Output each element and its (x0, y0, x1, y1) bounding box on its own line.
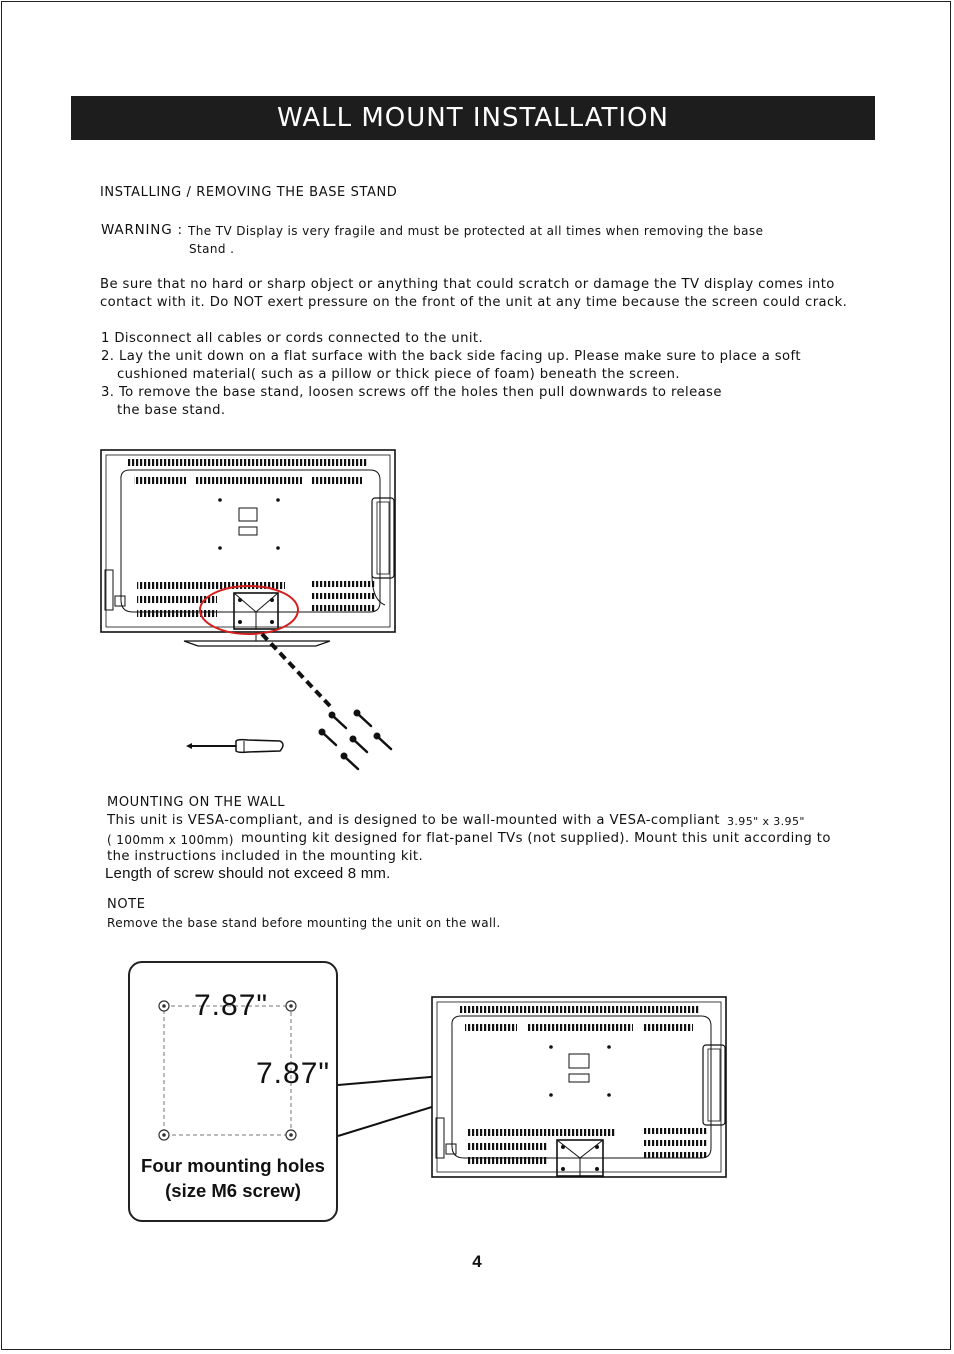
screw-length-note: Length of screw should not exceed 8 mm. (105, 865, 391, 882)
section-heading-wall-mount: MOUNTING ON THE WALL (107, 795, 286, 810)
step-1: 1 Disconnect all cables or cords connected to the unit. (101, 331, 484, 346)
step-2-line2: cushioned material( such as a pillow or thick piece of foam) beneath the screen. (117, 367, 680, 382)
warning-text-line2: Stand . (189, 242, 235, 256)
dimension-vertical: 7.87" (256, 1057, 331, 1090)
section-heading-base-stand: INSTALLING / REMOVING THE BASE STAND (100, 185, 398, 200)
note-text: Remove the base stand before mounting the unit on the wall. (107, 916, 501, 930)
step-3-line1: 3. To remove the base stand, loosen screws off the holes then pull downwards to release (101, 385, 722, 400)
dimension-horizontal: 7.87" (194, 989, 269, 1022)
warning-text-line1: The TV Display is very fragile and must be protected at all times when removing the base (188, 224, 764, 238)
screw-size-label: (size M6 screw) (165, 1180, 301, 1201)
step-2-line1: 2. Lay the unit down on a flat surface with the back side facing up. Please make sure to place a soft (101, 349, 801, 364)
caution-paragraph-line2: contact with it. Do NOT exert pressure on the front of the unit at any time because the screen could crack. (100, 295, 848, 310)
vesa-text-line3: the instructions included in the mounting kit. (107, 849, 424, 864)
mounting-holes-label: Four mounting holes (141, 1155, 325, 1176)
page-title: WALL MOUNT INSTALLATION (71, 96, 875, 140)
vesa-text-line2: mounting kit designed for flat-panel TVs (not supplied). Mount this unit according to (241, 831, 831, 846)
note-heading: NOTE (107, 897, 146, 912)
vesa-size-mm: ( 100mm x 100mm) (107, 833, 234, 847)
warning-label: WARNING : (101, 222, 183, 238)
page-number: 4 (472, 1252, 482, 1271)
vesa-text-line1: This unit is VESA-compliant, and is designed to be wall-mounted with a VESA-compliant (107, 813, 720, 828)
caution-paragraph-line1: Be sure that no hard or sharp object or anything that could scratch or damage the TV display comes into (100, 277, 835, 292)
step-3-line2: the base stand. (117, 403, 226, 418)
vesa-size-inches: 3.95" x 3.95" (727, 815, 805, 828)
